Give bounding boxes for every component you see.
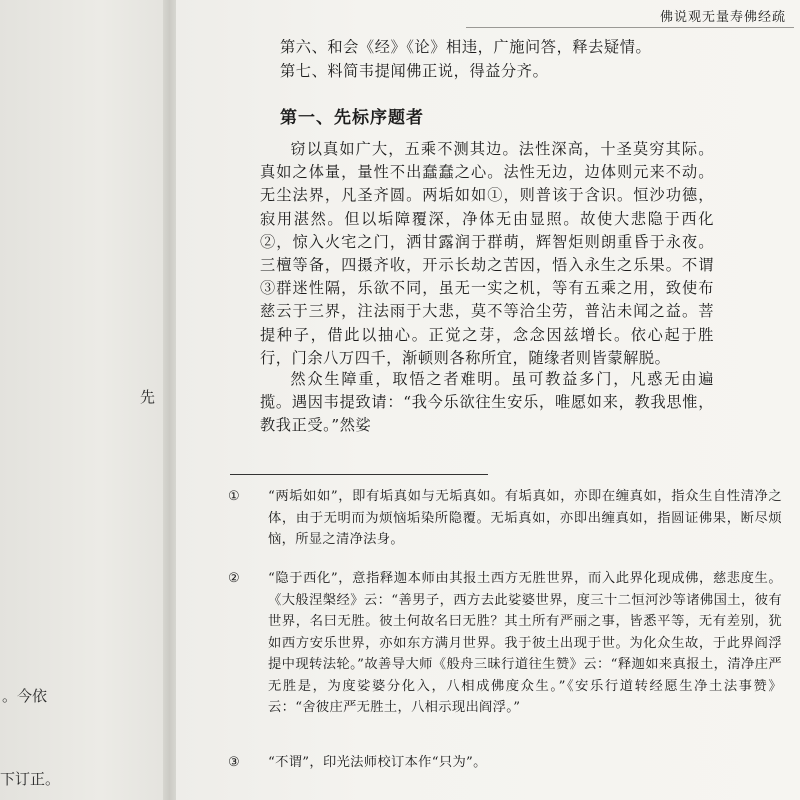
left-page-fragment: 下订正。 xyxy=(0,770,61,788)
footnote-rule xyxy=(230,474,488,475)
outline-item: 第六、和会《经》《论》相违，广施问答，释去疑情。 xyxy=(280,38,652,56)
body-paragraph: 然众生障重，取悟之者难明。虽可教益多门，凡惑无由遍揽。遇因韦提致请：“我今乐欲往生安乐，唯愿如来，教我思惟，教我正受。”然娑 xyxy=(260,370,714,435)
header-rule xyxy=(466,27,794,28)
outline-item: 第七、料简韦提闻佛正说，得益分齐。 xyxy=(280,62,549,80)
footnote xyxy=(228,568,782,719)
left-page-fragment: 。今依 xyxy=(2,687,48,705)
footnote-mark: ③ xyxy=(228,755,240,770)
right-page xyxy=(176,0,800,800)
running-head: 佛说观无量寿佛经疏 xyxy=(659,10,786,25)
footnote-text: “隐于西化”，意指释迦本师由其报土西方无胜世界，而入此界化现成佛，慈悲度生。《大般涅槃经》云：“善男子，西方去此娑婆世界，度三十二恒河沙等诸佛国土，彼有世界，名曰无胜。彼土何故名曰无胜？其土所有严丽之事，皆悉平等，无有差别，犹如西方安乐世界，亦如东方满月世界。我于彼土出现于世。为化众生故，于此界阎浮提中现转法轮。”故善导大师《般舟三昧行道往生赞》云：“释迦如来真报土，清净庄严无胜是，为度娑婆分化入，八相成佛度众生。”《安乐行道转经愿生净土法事赞》云：“舍彼庄严无胜土，八相示现出阎浮。” xyxy=(268,571,782,715)
footnote xyxy=(228,486,782,551)
body-paragraph: 窃以真如广大，五乘不测其边。法性深高，十圣莫穷其际。真如之体量，量性不出蠢蠢之心。法性无边，边体则元来不动。无尘法界，凡圣齐圆。两垢如如①，则普该于含识。恒沙功德，寂用湛然。但以垢障覆深，净体无由显照。故使大悲隐于西化②，惊入火宅之门，洒甘露润于群萌，辉智炬则朗重昏于永夜。三檀等备，四摄齐收，开示长劫之苦因，悟入永生之乐果。不谓③群迷性隔，乐欲不同，虽无一实之机，等有五乘之用，致使布慈云于三界，注法雨于大悲，莫不等洽尘劳，普沾未闻之益。菩提种子，借此以抽心。正觉之芽，念念因兹增长。依心起于胜行，门余八万四千，渐顿则各称所宜，随缘者则皆蒙解脱。 xyxy=(260,140,714,367)
footnote-mark: ② xyxy=(228,571,240,586)
footnote-text: “不谓”，印光法师校订本作“只为”。 xyxy=(268,755,487,770)
footnote-text: “两垢如如”，即有垢真如与无垢真如。有垢真如，亦即在缠真如，指众生自性清净之体，由于无明而为烦恼垢染所隐覆。无垢真如，亦即出缠真如，指圆证佛果，断尽烦恼，所显之清净法身。 xyxy=(268,489,782,547)
footnote-mark: ① xyxy=(228,489,240,504)
left-page-fragment: 先 xyxy=(140,388,156,406)
footnote xyxy=(228,752,782,774)
left-page xyxy=(0,0,168,800)
section-heading: 第一、先标序题者 xyxy=(280,108,424,128)
